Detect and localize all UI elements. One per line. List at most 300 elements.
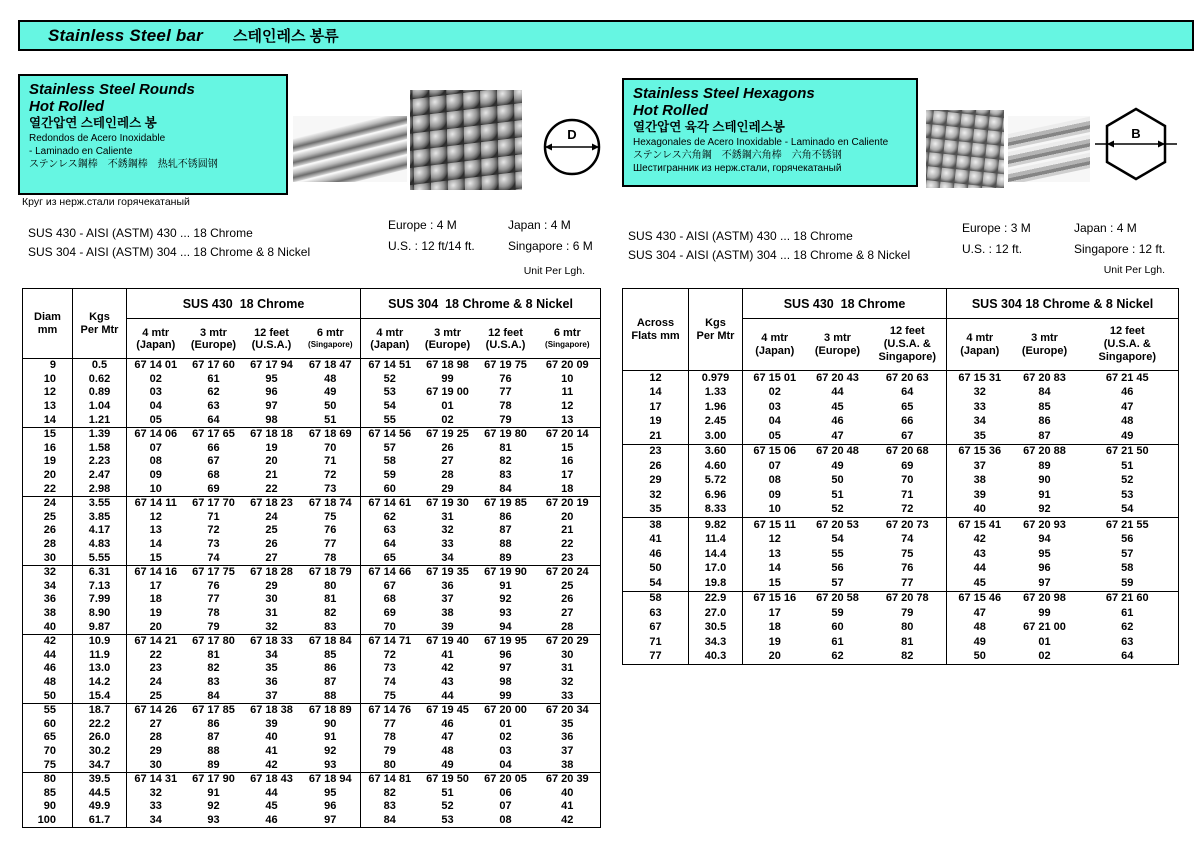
grade-line: SUS 430 - AISI (ASTM) 430 ... 18 Chrome xyxy=(628,229,853,243)
table-row xyxy=(623,518,1179,533)
hexagons-info-box xyxy=(622,78,918,187)
impa-code-cell: 99 xyxy=(441,372,454,385)
weight-cell: 4.60 xyxy=(689,459,743,474)
header-line: (Europe) xyxy=(814,344,861,357)
impa-code-cell: 67 15 31 xyxy=(947,371,1013,386)
impa-code-cell: 72 xyxy=(207,524,220,537)
column-header xyxy=(243,319,301,359)
column-header xyxy=(301,319,361,359)
table-row xyxy=(23,758,601,772)
size-cell: 17 xyxy=(649,400,662,413)
impa-code-cell: 64 xyxy=(185,413,243,427)
size-cell: 70 xyxy=(43,744,56,757)
impa-code-cell: 62 xyxy=(361,511,419,525)
impa-code-cell: 17 xyxy=(561,469,574,482)
column-header xyxy=(361,319,419,359)
header-line: Per Mtr xyxy=(80,323,119,336)
header-line: (U.S.A. & xyxy=(1103,338,1151,350)
weight-cell: 30.2 xyxy=(73,745,127,759)
page-title: Stainless Steel bar xyxy=(48,25,203,45)
column-header xyxy=(869,319,947,371)
impa-code-cell: 92 xyxy=(1013,503,1077,518)
table-row xyxy=(623,400,1179,415)
hexagons-title-spanish: Hexagonales de Acero Inoxidable - Laminado en Caliente xyxy=(633,137,889,148)
table-row xyxy=(23,634,601,648)
table-row xyxy=(623,459,1179,474)
impa-code-cell: 22 xyxy=(127,648,185,662)
hexagon-bars-photo xyxy=(1008,116,1090,182)
impa-code-cell: 67 15 46 xyxy=(947,591,1013,606)
table-row xyxy=(623,444,1179,459)
weight-cell: 22.9 xyxy=(689,591,743,606)
impa-code-cell: 20 xyxy=(127,620,185,634)
header-line: (Japan) xyxy=(370,338,410,351)
table-row xyxy=(623,503,1179,518)
column-header xyxy=(743,319,807,371)
column-header xyxy=(535,319,601,359)
impa-code-cell: 61 xyxy=(1121,606,1134,619)
impa-code-cell: 19 xyxy=(265,441,278,454)
table-row xyxy=(23,800,601,814)
impa-code-cell: 02 xyxy=(499,731,512,744)
impa-code-cell: 11 xyxy=(561,386,574,399)
table-row xyxy=(23,511,601,525)
impa-code-cell: 67 14 21 xyxy=(127,634,185,648)
grade-line: SUS 304 - AISI (ASTM) 304 ... 18 Chrome & 8 Nickel xyxy=(628,248,911,262)
impa-code-cell: 65 xyxy=(901,400,914,413)
hexagons-title: Stainless Steel Hexagons xyxy=(633,85,815,102)
impa-code-cell: 74 xyxy=(361,676,419,690)
impa-code-cell: 67 xyxy=(361,580,419,594)
round-bar-ends-photo xyxy=(410,90,522,190)
impa-code-cell: 18 xyxy=(127,593,185,607)
impa-code-cell: 42 xyxy=(243,758,301,772)
impa-code-cell: 67 20 14 xyxy=(545,428,589,441)
table-row xyxy=(623,533,1179,548)
weight-cell: 9.87 xyxy=(73,620,127,634)
table-row xyxy=(623,474,1179,489)
impa-code-cell: 54 xyxy=(831,533,844,546)
impa-code-cell: 92 xyxy=(207,800,220,813)
impa-code-cell: 98 xyxy=(499,675,512,688)
size-cell: 22 xyxy=(23,482,73,496)
header-line: 3 mtr xyxy=(200,326,227,339)
impa-code-cell: 35 xyxy=(947,429,1013,444)
table-row xyxy=(623,576,1179,591)
column-header xyxy=(185,319,243,359)
header-line: 12 feet xyxy=(254,326,289,339)
impa-code-cell: 47 xyxy=(1121,400,1134,413)
impa-code-cell: 32 xyxy=(441,524,454,537)
impa-code-cell: 41 xyxy=(561,800,574,813)
impa-code-cell: 30 xyxy=(127,758,185,772)
size-cell: 14 xyxy=(23,413,73,427)
size-cell: 77 xyxy=(649,650,662,663)
table-row xyxy=(623,415,1179,430)
impa-code-cell: 48 xyxy=(324,372,337,385)
impa-code-cell: 67 21 00 xyxy=(1023,621,1066,634)
impa-code-cell: 81 xyxy=(901,635,914,648)
weight-cell: 5.55 xyxy=(73,551,127,565)
size-cell: 24 xyxy=(43,497,56,510)
weight-cell: 34.7 xyxy=(73,758,127,772)
size-cell: 26 xyxy=(43,524,56,537)
header-line: 3 mtr xyxy=(824,331,851,344)
size-cell: 65 xyxy=(43,731,56,744)
impa-code-cell: 67 14 06 xyxy=(127,427,185,441)
impa-code-cell: 96 xyxy=(324,800,337,813)
table-row xyxy=(23,620,601,634)
impa-code-cell: 77 xyxy=(869,576,947,591)
impa-code-cell: 60 xyxy=(831,621,844,634)
hexagons-unit-note: Unit Per Lgh. xyxy=(1103,264,1165,276)
impa-code-cell: 84 xyxy=(361,814,419,828)
rounds-title-cjk: ステンレス鋼棒 不銹鋼棒 热轧不锈圆钢 xyxy=(29,159,218,170)
impa-code-cell: 81 xyxy=(207,648,220,661)
impa-code-cell: 38 xyxy=(535,758,601,772)
impa-code-cell: 36 xyxy=(561,731,574,744)
impa-code-cell: 67 20 58 xyxy=(816,592,859,605)
impa-code-cell: 87 xyxy=(1013,429,1077,444)
column-header xyxy=(477,319,535,359)
impa-code-cell: 35 xyxy=(561,717,574,730)
weight-cell: 17.0 xyxy=(689,562,743,577)
header-line: (Europe) xyxy=(1021,344,1068,357)
impa-code-cell: 17 xyxy=(743,606,807,621)
impa-code-cell: 71 xyxy=(901,488,914,501)
impa-code-cell: 76 xyxy=(207,579,220,592)
impa-code-cell: 02 xyxy=(419,413,477,427)
weight-cell: 1.96 xyxy=(689,400,743,415)
header-line: Diam xyxy=(34,310,61,323)
table-row xyxy=(23,469,601,483)
impa-code-cell: 03 xyxy=(127,386,185,400)
table-row xyxy=(23,373,601,387)
impa-code-cell: 86 xyxy=(324,662,337,675)
rounds-subtitle: Hot Rolled xyxy=(29,98,104,115)
impa-code-cell: 82 xyxy=(324,606,337,619)
impa-code-cell: 47 xyxy=(441,731,454,744)
impa-code-cell: 44 xyxy=(947,562,1013,577)
header-line: 3 mtr xyxy=(434,326,461,339)
impa-code-cell: 62 xyxy=(831,650,844,663)
impa-code-cell: 70 xyxy=(324,441,337,454)
impa-code-cell: 82 xyxy=(207,662,220,675)
header-line: (U.S.A.) xyxy=(251,338,292,351)
impa-code-cell: 20 xyxy=(265,455,278,468)
impa-code-cell: 67 19 30 xyxy=(426,497,469,510)
impa-code-cell: 67 14 56 xyxy=(361,427,419,441)
impa-code-cell: 03 xyxy=(743,400,807,415)
kgs-column-header xyxy=(73,289,127,359)
impa-code-cell: 95 xyxy=(324,786,337,799)
impa-code-cell: 68 xyxy=(361,593,419,607)
impa-code-cell: 84 xyxy=(1038,386,1051,399)
table-row xyxy=(23,551,601,565)
across-flats-label: B xyxy=(1131,126,1141,141)
table-row xyxy=(23,580,601,594)
impa-code-cell: 67 18 79 xyxy=(308,566,352,579)
impa-code-cell: 29 xyxy=(419,482,477,496)
impa-code-cell: 20 xyxy=(743,650,807,665)
impa-code-cell: 67 15 16 xyxy=(743,591,807,606)
impa-code-cell: 23 xyxy=(535,551,601,565)
impa-code-cell: 49 xyxy=(947,635,1013,650)
header-line: (U.S.A.) xyxy=(485,338,526,351)
impa-code-cell: 39 xyxy=(947,488,1013,503)
impa-code-cell: 81 xyxy=(499,441,512,454)
weight-cell: 4.17 xyxy=(73,524,127,538)
header-line: 3 mtr xyxy=(1031,331,1058,344)
header-line: (Japan) xyxy=(960,344,1000,357)
weight-cell: 0.89 xyxy=(73,386,127,400)
header-line: Kgs xyxy=(705,316,726,329)
table-row xyxy=(23,442,601,456)
weight-cell: 3.55 xyxy=(73,496,127,510)
size-cell: 30 xyxy=(23,551,73,565)
weight-cell: 0.62 xyxy=(73,373,127,387)
header-line: 4 mtr xyxy=(761,331,789,344)
impa-code-cell: 67 18 94 xyxy=(308,773,352,786)
weight-cell: 11.4 xyxy=(689,533,743,548)
impa-code-cell: 76 xyxy=(324,524,337,537)
impa-code-cell: 89 xyxy=(477,551,535,565)
size-cell: 44 xyxy=(43,648,56,661)
table-row xyxy=(23,565,601,579)
impa-code-cell: 50 xyxy=(947,650,1013,665)
impa-code-cell: 43 xyxy=(441,675,454,688)
impa-code-cell: 67 20 78 xyxy=(885,592,929,605)
impa-code-cell: 46 xyxy=(831,415,844,428)
impa-code-cell: 53 xyxy=(441,813,454,826)
impa-code-cell: 26 xyxy=(441,441,454,454)
impa-code-cell: 10 xyxy=(127,482,185,496)
round-ends-pattern xyxy=(410,90,522,190)
impa-code-cell: 34 xyxy=(127,814,185,828)
size-cell: 48 xyxy=(43,675,56,688)
size-cell: 14 xyxy=(649,386,662,399)
weight-cell: 34.3 xyxy=(689,635,743,650)
size-cell: 85 xyxy=(43,786,56,799)
impa-code-cell: 32 xyxy=(947,386,1013,401)
table-row xyxy=(623,591,1179,606)
table-row xyxy=(23,662,601,676)
impa-code-cell: 13 xyxy=(743,547,807,562)
impa-code-cell: 67 17 80 xyxy=(192,635,235,648)
impa-code-cell: 07 xyxy=(499,800,512,813)
across-flats-diagram xyxy=(1094,100,1178,192)
size-cell: 71 xyxy=(649,635,662,648)
impa-code-cell: 21 xyxy=(265,469,278,482)
column-header xyxy=(127,319,185,359)
kgs-column-header xyxy=(689,289,743,371)
impa-code-cell: 32 xyxy=(127,786,185,800)
impa-code-cell: 65 xyxy=(361,551,419,565)
impa-code-cell: 61 xyxy=(831,635,844,648)
weight-cell: 2.23 xyxy=(73,455,127,469)
across-flats-column-header xyxy=(623,289,689,371)
impa-code-cell: 33 xyxy=(127,800,185,814)
impa-code-cell: 67 14 51 xyxy=(361,359,419,373)
impa-code-cell: 34 xyxy=(947,415,1013,430)
impa-code-cell: 29 xyxy=(265,579,278,592)
impa-code-cell: 69 xyxy=(361,607,419,621)
impa-code-cell: 22 xyxy=(243,482,301,496)
impa-code-cell: 23 xyxy=(127,662,185,676)
impa-code-cell: 52 xyxy=(807,503,869,518)
hexagon-bar-ends-photo xyxy=(926,110,1004,188)
impa-code-cell: 67 20 68 xyxy=(885,445,929,458)
impa-code-cell: 67 18 74 xyxy=(308,497,352,510)
impa-code-cell: 02 xyxy=(1038,650,1051,663)
page-title-korean: 스테인레스 봉류 xyxy=(232,28,339,45)
size-cell: 46 xyxy=(43,662,56,675)
size-cell: 20 xyxy=(43,469,56,482)
impa-code-cell: 25 xyxy=(561,579,574,592)
weight-cell: 6.31 xyxy=(73,565,127,579)
impa-code-cell: 28 xyxy=(127,731,185,745)
impa-code-cell: 67 20 24 xyxy=(545,566,589,579)
impa-code-cell: 26 xyxy=(561,593,574,606)
impa-code-cell: 82 xyxy=(901,650,914,663)
impa-code-cell: 73 xyxy=(207,538,220,551)
size-cell: 40 xyxy=(23,620,73,634)
impa-code-cell: 22 xyxy=(561,538,574,551)
weight-cell: 26.0 xyxy=(73,731,127,745)
impa-code-cell: 48 xyxy=(947,621,1013,636)
length-spec: Europe : 4 M xyxy=(388,218,457,232)
impa-code-cell: 62 xyxy=(207,386,220,399)
impa-code-cell: 85 xyxy=(1038,400,1051,413)
header-line: Across xyxy=(636,316,675,329)
impa-code-cell: 84 xyxy=(477,482,535,496)
impa-code-cell: 07 xyxy=(127,442,185,456)
impa-code-cell: 67 21 50 xyxy=(1105,445,1149,458)
impa-code-cell: 57 xyxy=(807,576,869,591)
weight-cell: 40.3 xyxy=(689,650,743,665)
table-row xyxy=(23,413,601,427)
impa-code-cell: 19 xyxy=(743,635,807,650)
impa-code-cell: 36 xyxy=(265,675,278,688)
impa-code-cell: 50 xyxy=(324,400,337,413)
impa-code-cell: 05 xyxy=(127,413,185,427)
impa-code-cell: 07 xyxy=(743,459,807,474)
impa-code-cell: 58 xyxy=(361,455,419,469)
impa-code-cell: 86 xyxy=(207,717,220,730)
impa-code-cell: 67 21 55 xyxy=(1105,518,1149,531)
impa-code-cell: 64 xyxy=(361,538,419,552)
impa-code-cell: 51 xyxy=(831,488,844,501)
impa-code-cell: 80 xyxy=(901,621,914,634)
table-row xyxy=(23,482,601,496)
table-row xyxy=(623,621,1179,636)
impa-code-cell: 67 20 63 xyxy=(885,371,929,384)
impa-code-cell: 51 xyxy=(1121,459,1134,472)
impa-code-cell: 67 19 85 xyxy=(484,497,527,510)
impa-code-cell: 88 xyxy=(499,538,512,551)
size-cell: 35 xyxy=(623,503,689,518)
size-cell: 19 xyxy=(649,415,662,428)
table-row xyxy=(623,429,1179,444)
impa-code-cell: 67 19 50 xyxy=(426,773,469,786)
table-row xyxy=(23,717,601,731)
impa-code-cell: 97 xyxy=(265,400,278,413)
weight-cell: 13.0 xyxy=(73,662,127,676)
length-spec: Europe : 3 M xyxy=(962,221,1031,235)
impa-code-cell: 03 xyxy=(499,744,512,757)
impa-code-cell: 15 xyxy=(743,576,807,591)
rounds-length-specs xyxy=(388,218,593,253)
weight-cell: 10.9 xyxy=(73,634,127,648)
impa-code-cell: 54 xyxy=(1077,503,1179,518)
impa-code-cell: 67 15 01 xyxy=(743,371,807,386)
size-cell: 75 xyxy=(23,758,73,772)
impa-code-cell: 67 xyxy=(869,429,947,444)
hexagons-title-korean: 열간압연 육각 스테인레스봉 xyxy=(633,120,785,134)
page-title-banner xyxy=(18,20,1194,51)
impa-code-cell: 89 xyxy=(185,758,243,772)
impa-code-cell: 62 xyxy=(1121,621,1134,634)
impa-code-cell: 94 xyxy=(1038,533,1051,546)
impa-code-cell: 88 xyxy=(301,689,361,703)
impa-code-cell: 77 xyxy=(324,538,337,551)
impa-code-cell: 31 xyxy=(561,662,574,675)
impa-code-cell: 57 xyxy=(361,442,419,456)
size-cell: 100 xyxy=(37,813,56,826)
impa-code-cell: 67 20 09 xyxy=(545,359,589,372)
impa-code-cell: 67 18 18 xyxy=(250,428,293,441)
impa-code-cell: 67 14 66 xyxy=(361,565,419,579)
length-spec: U.S. : 12 ft/14 ft. xyxy=(388,239,475,253)
impa-code-cell: 50 xyxy=(831,474,844,487)
table-row xyxy=(23,814,601,828)
header-line: mm xyxy=(37,323,58,336)
impa-code-cell: 67 17 65 xyxy=(192,428,235,441)
header-line: Singapore) xyxy=(1098,351,1156,363)
impa-code-cell: 55 xyxy=(361,413,419,427)
table-row xyxy=(623,650,1179,665)
group-header-sus304: SUS 304 18 Chrome & 8 Nickel xyxy=(947,289,1179,319)
rounds-title-russian: Круг из нерж.стали горячекатаный xyxy=(22,196,190,208)
weight-cell: 7.99 xyxy=(73,593,127,607)
table-row xyxy=(623,488,1179,503)
impa-code-cell: 28 xyxy=(535,620,601,634)
impa-code-cell: 37 xyxy=(441,593,454,606)
impa-code-cell: 67 21 45 xyxy=(1105,371,1149,384)
hexagon-ends-pattern xyxy=(926,110,1004,188)
impa-code-cell: 75 xyxy=(901,547,914,560)
impa-code-cell: 82 xyxy=(361,786,419,800)
impa-code-cell: 67 17 60 xyxy=(192,359,235,372)
impa-code-cell: 99 xyxy=(477,689,535,703)
impa-code-cell: 49 xyxy=(419,758,477,772)
impa-code-cell: 90 xyxy=(324,717,337,730)
header-line: Per Mtr xyxy=(696,329,735,342)
impa-code-cell: 77 xyxy=(499,386,512,399)
impa-code-cell: 94 xyxy=(477,620,535,634)
table-row xyxy=(623,562,1179,577)
impa-code-cell: 44 xyxy=(419,689,477,703)
impa-code-cell: 66 xyxy=(901,415,914,428)
impa-code-cell: 42 xyxy=(441,662,454,675)
size-cell: 13 xyxy=(43,400,56,413)
size-cell: 63 xyxy=(649,606,662,619)
impa-code-cell: 67 20 43 xyxy=(816,371,859,384)
impa-code-cell: 67 18 84 xyxy=(308,635,352,648)
impa-code-cell: 45 xyxy=(265,800,278,813)
impa-code-cell: 31 xyxy=(441,510,454,523)
impa-code-cell: 93 xyxy=(499,606,512,619)
